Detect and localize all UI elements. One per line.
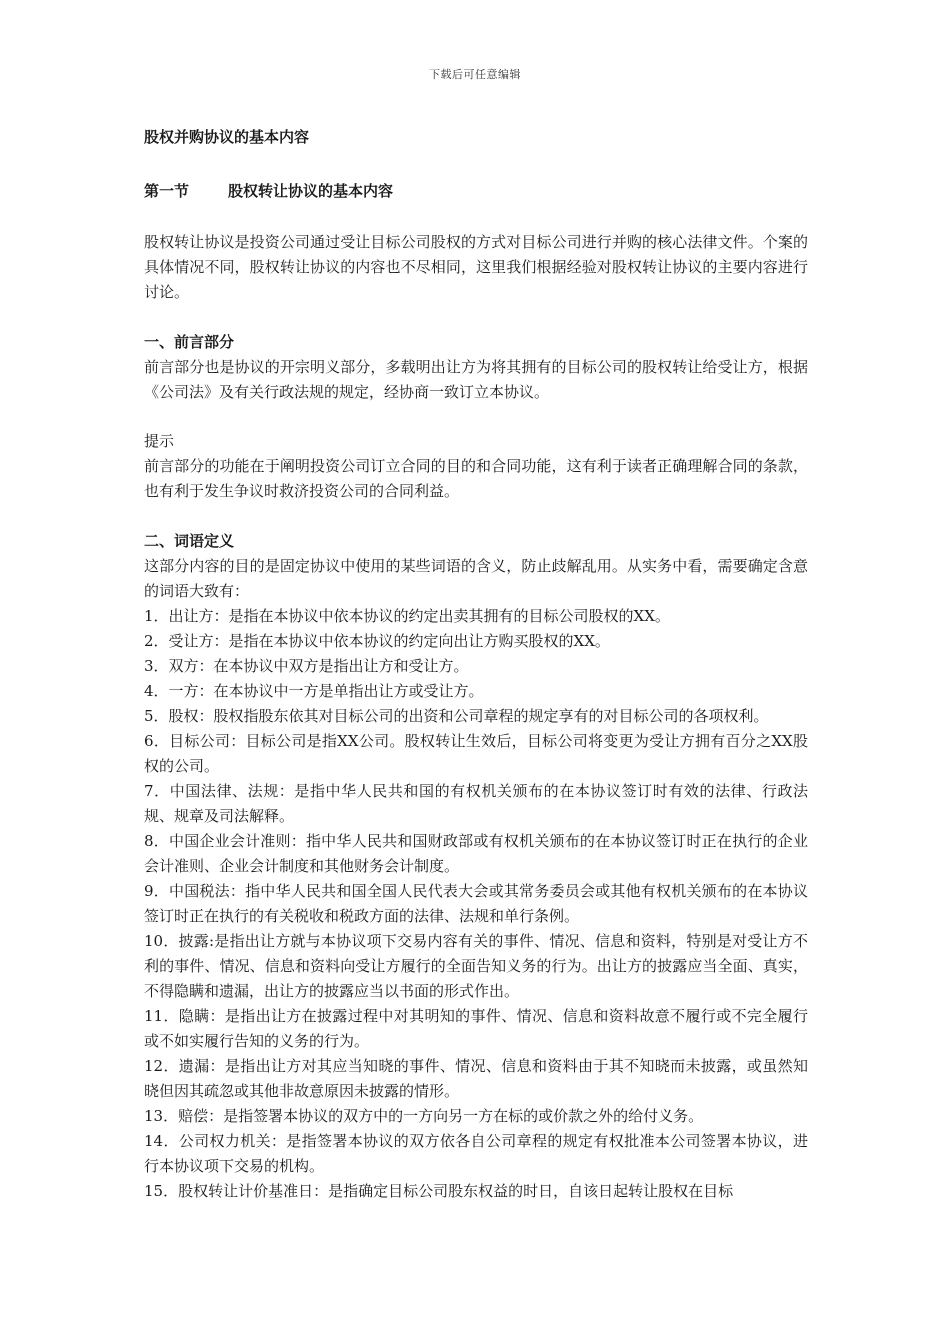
definition-item: 5．股权：股权指股东依其对目标公司的出资和公司章程的规定享有的对目标公司的各项权利。 bbox=[144, 707, 769, 725]
definition-item: 6．目标公司：目标公司是指XX公司。股权转让生效后，目标公司将变更为受让方拥有百分之XX股权的公司。 bbox=[144, 732, 808, 775]
intro-paragraph: 股权转让协议是投资公司通过受让目标公司股权的方式对目标公司进行并购的核心法律文件。个案的具体情况不同，股权转让协议的内容也不尽相同，这里我们根据经验对股权转让协议的主要内容进行讨论。 bbox=[144, 233, 808, 301]
part1-body: 前言部分也是协议的开宗明义部分，多载明出让方为将其拥有的目标公司的股权转让给受让方，根据《公司法》及有关行政法规的规定，经协商一致订立本协议。 bbox=[144, 358, 808, 401]
definition-item: 1．出让方：是指在本协议中依本协议的约定出卖其拥有的目标公司股权的XX。 bbox=[144, 607, 670, 625]
section-title: 股权转让协议的基本内容 bbox=[228, 182, 394, 200]
part2-heading: 二、词语定义 bbox=[144, 532, 235, 550]
tip-body: 前言部分的功能在于阐明投资公司订立合同的目的和合同功能，这有利于读者正确理解合同的条款，也有利于发生争议时救济投资公司的合同利益。 bbox=[144, 457, 808, 500]
definition-item: 15．股权转让计价基准日：是指确定目标公司股东权益的时日，自该日起转让股权在目标 bbox=[144, 1182, 734, 1200]
definition-item: 3．双方：在本协议中双方是指出让方和受让方。 bbox=[144, 657, 469, 675]
definition-item: 2．受让方：是指在本协议中依本协议的约定向出让方购买股权的XX。 bbox=[144, 632, 610, 650]
definition-item: 14．公司权力机关：是指签署本协议的双方依各自公司章程的规定有权批准本公司签署本协议，进行本协议项下交易的机构。 bbox=[144, 1132, 808, 1175]
section-number: 第一节 bbox=[144, 182, 190, 200]
document-body bbox=[144, 124, 808, 1204]
definition-item: 13．赔偿：是指签署本协议的双方中的一方向另一方在标的或价款之外的给付义务。 bbox=[144, 1107, 704, 1125]
definition-item: 11．隐瞒：是指出让方在披露过程中对其明知的事件、情况、信息和资料故意不履行或不完全履行或不如实履行告知的义务的行为。 bbox=[144, 1007, 808, 1050]
part2-body: 这部分内容的目的是固定协议中使用的某些词语的含义，防止歧解乱用。从实务中看，需要确定含意的词语大致有： bbox=[144, 557, 808, 600]
header-note: 下载后可任意编辑 bbox=[429, 68, 521, 81]
tip-label: 提示 bbox=[144, 432, 175, 450]
definition-list bbox=[144, 604, 808, 1204]
part1-heading: 一、前言部分 bbox=[144, 333, 235, 351]
definition-item: 7．中国法律、法规：是指中华人民共和国的有权机关颁布的在本协议签订时有效的法律、行政法规、规章及司法解释。 bbox=[144, 782, 808, 825]
definition-item: 12．遗漏：是指出让方对其应当知晓的事件、情况、信息和资料由于其不知晓而未披露，或虽然知晓但因其疏忽或其他非故意原因未披露的情形。 bbox=[144, 1057, 808, 1100]
document-title: 股权并购协议的基本内容 bbox=[144, 128, 310, 146]
definition-item: 10．披露:是指出让方就与本协议项下交易内容有关的事件、情况、信息和资料，特别是对受让方不利的事件、情况、信息和资料向受让方履行的全面告知义务的行为。出让方的披露应当全面、真实，不得隐瞒和遗漏，出让方的披露应当以书面的形式作出。 bbox=[144, 932, 808, 1000]
definition-item: 8．中国企业会计准则：指中华人民共和国财政部或有权机关颁布的在本协议签订时正在执行的企业会计准则、企业会计制度和其他财务会计制度。 bbox=[144, 832, 808, 875]
section-heading bbox=[144, 178, 808, 204]
definition-item: 9．中国税法：指中华人民共和国全国人民代表大会或其常务委员会或其他有权机关颁布的在本协议签订时正在执行的有关税收和税政方面的法律、法规和单行条例。 bbox=[144, 882, 808, 925]
definition-item: 4．一方：在本协议中一方是单指出让方或受让方。 bbox=[144, 682, 484, 700]
